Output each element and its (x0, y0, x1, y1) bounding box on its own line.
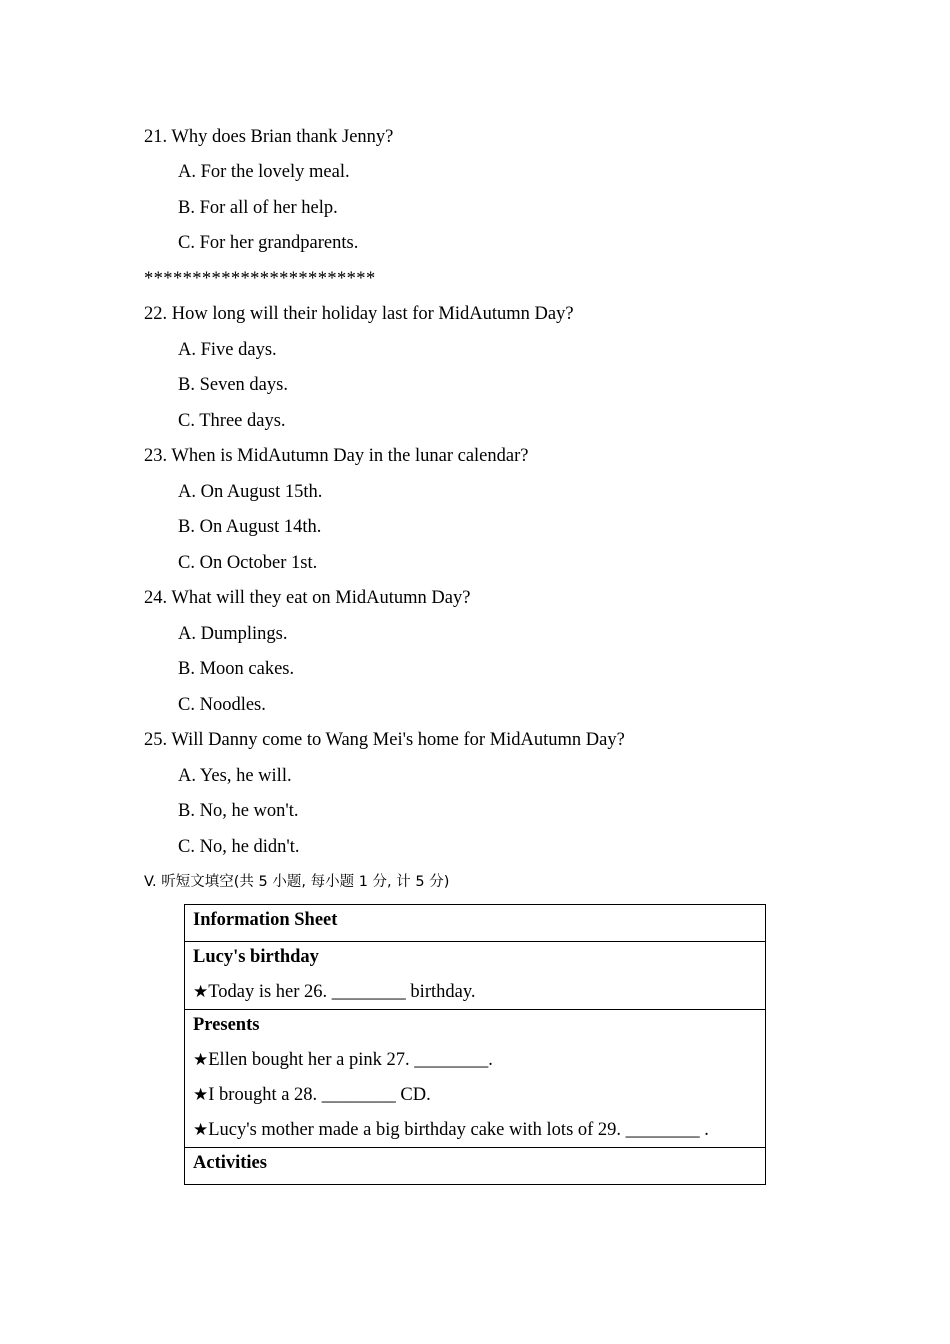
option-21-c: C. For her grandparents. (178, 233, 359, 253)
blank-26-line (193, 981, 757, 1003)
table-row (185, 1010, 766, 1148)
option-25-a: A. Yes, he will. (178, 766, 292, 786)
section-5-heading: V. 听短文填空(共 5 小题, 每小题 1 分, 计 5 分) (144, 874, 450, 890)
information-sheet-table (184, 904, 766, 1185)
option-23-c: C. On October 1st. (178, 553, 318, 573)
presents-heading: Presents (193, 1015, 260, 1035)
question-25: 25. Will Danny come to Wang Mei's home for MidAutumn Day? (144, 730, 625, 750)
star-icon: ★ (193, 1120, 209, 1140)
star-icon: ★ (193, 982, 209, 1002)
blank-29-line (193, 1119, 757, 1141)
option-23-b: B. On August 14th. (178, 517, 322, 537)
option-24-a: A. Dumplings. (178, 624, 288, 644)
table-row (185, 1148, 766, 1185)
table-row (185, 942, 766, 1010)
table-cell (185, 942, 766, 1010)
question-21: 21. Why does Brian thank Jenny? (144, 127, 394, 147)
table-cell (185, 1010, 766, 1148)
option-24-c: C. Noodles. (178, 695, 266, 715)
star-icon: ★ (193, 1085, 209, 1105)
option-22-b: B. Seven days. (178, 375, 288, 395)
blank-28-text: I brought a 28. ________ CD. (208, 1085, 431, 1105)
option-24-b: B. Moon cakes. (178, 659, 295, 679)
option-23-a: A. On August 15th. (178, 482, 323, 502)
option-21-a: A. For the lovely meal. (178, 162, 350, 182)
blank-27-line (193, 1049, 757, 1071)
blank-29-text: Lucy's mother made a big birthday cake with lots of 29. ________ . (208, 1120, 709, 1140)
table-row (185, 905, 766, 942)
table-cell (185, 1148, 766, 1185)
table-cell (185, 905, 766, 942)
birthday-heading: Lucy's birthday (193, 947, 319, 967)
blank-27-text: Ellen bought her a pink 27. ________. (208, 1050, 493, 1070)
activities-heading: Activities (193, 1153, 267, 1173)
option-22-c: C. Three days. (178, 411, 286, 431)
question-23: 23. When is MidAutumn Day in the lunar calendar? (144, 446, 529, 466)
option-21-b: B. For all of her help. (178, 198, 338, 218)
option-25-b: B. No, he won't. (178, 801, 299, 821)
star-icon: ★ (193, 1050, 209, 1070)
option-22-a: A. Five days. (178, 340, 277, 360)
blank-26-text: Today is her 26. ________ birthday. (208, 982, 476, 1002)
blank-28-line (193, 1084, 757, 1106)
question-22: 22. How long will their holiday last for MidAutumn Day? (144, 304, 574, 324)
option-25-c: C. No, he didn't. (178, 837, 300, 857)
separator-stars: ************************ (144, 269, 376, 289)
question-24: 24. What will they eat on MidAutumn Day? (144, 588, 471, 608)
info-sheet-title: Information Sheet (193, 910, 338, 930)
